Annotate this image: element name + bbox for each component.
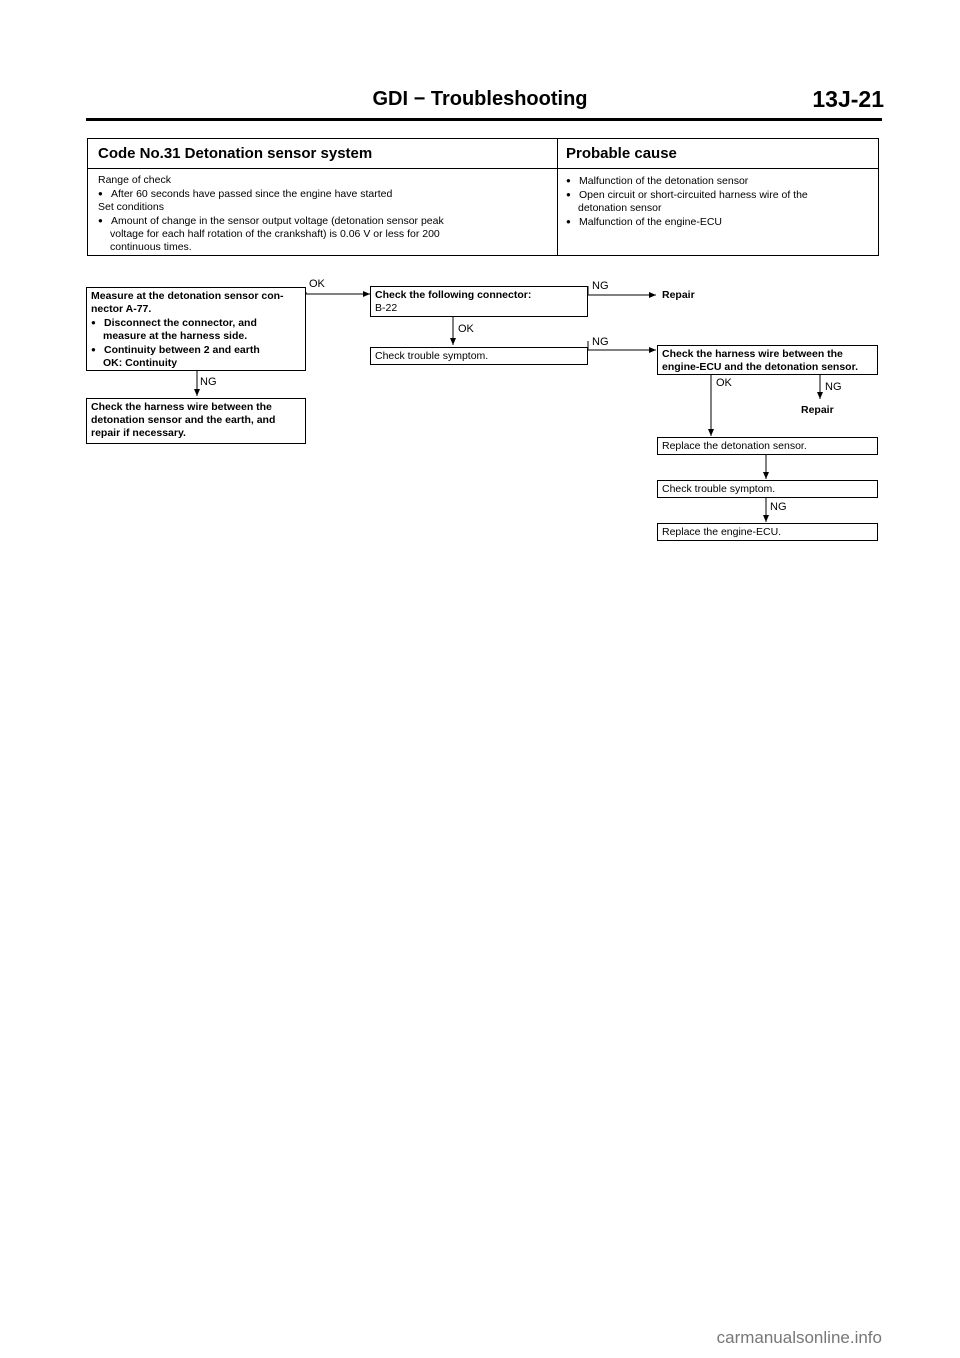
harness-earth-line: Check the harness wire between the <box>91 401 272 413</box>
connector-line: Check the following connector: <box>375 289 532 301</box>
check-line: continuous times. <box>110 241 192 253</box>
ok-condition-label: OK: <box>103 357 123 369</box>
arrow-measure-ok <box>306 292 370 294</box>
label-ng: NG <box>592 280 609 292</box>
label-ok: OK <box>716 377 732 389</box>
check-line: ● Amount of change in the sensor output voltage (detonation sensor peak <box>98 214 444 228</box>
connector-line: B-22 <box>375 302 398 314</box>
check-trouble-symptom-2-box <box>657 480 878 498</box>
table-heading-cause: Probable cause <box>566 145 677 162</box>
measure-line <box>91 357 301 370</box>
harness-ecu-line: Check the harness wire between the <box>662 348 843 360</box>
cause-line: ● Malfunction of the engine-ECU <box>566 215 808 229</box>
ok-condition-value: Continuity <box>125 357 178 369</box>
replace-sensor-box <box>657 437 878 455</box>
cause-line: ● Malfunction of the detonation sensor <box>566 174 808 188</box>
check-line: voltage for each half rotation of the crankshaft) is 0.06 V or less for 200 <box>110 228 440 240</box>
table-heading-code: Code No.31 Detonation sensor system <box>98 145 373 162</box>
cause-line: ● Open circuit or short-circuited harness wire of the <box>566 188 808 202</box>
measure-line: nector A-77. <box>91 303 152 315</box>
symptom-2-line: Check trouble symptom. <box>662 483 776 495</box>
cause-line: detonation sensor <box>578 202 662 214</box>
measure-line: measure at the harness side. <box>103 330 248 342</box>
repair-label: Repair <box>662 289 695 301</box>
measure-line: Measure at the detonation sensor con- <box>91 290 284 302</box>
check-harness-ecu-box <box>657 345 878 375</box>
replace-sensor-line: Replace the detonation sensor. <box>662 440 807 452</box>
page-title: GDI − Troubleshooting <box>372 88 588 110</box>
symptom-line: Check trouble symptom. <box>375 350 489 362</box>
check-line: Range of check <box>98 174 171 186</box>
check-line: Set conditions <box>98 201 164 213</box>
harness-ecu-line: engine-ECU and the detonation sensor. <box>662 361 859 373</box>
harness-earth-line: repair if necessary. <box>91 427 186 439</box>
watermark-text: carmanualsonline.info <box>716 1328 882 1347</box>
measure-step-box <box>86 287 306 371</box>
replace-ecu-box <box>657 523 878 541</box>
label-ng: NG <box>592 336 609 348</box>
check-harness-earth-box <box>86 398 306 444</box>
label-ng: NG <box>770 501 787 513</box>
check-connector-box <box>370 286 588 317</box>
measure-line: ● Continuity between 2 and earth <box>91 343 301 357</box>
repair-label: Repair <box>801 404 834 416</box>
label-ok: OK <box>309 278 325 290</box>
measure-line: ● Disconnect the connector, and <box>91 316 301 330</box>
replace-ecu-line: Replace the engine-ECU. <box>662 526 782 538</box>
check-trouble-symptom-box <box>370 347 588 365</box>
check-line: ● After 60 seconds have passed since the engine have started <box>98 187 444 201</box>
harness-earth-line: detonation sensor and the earth, and <box>91 414 276 426</box>
label-ng: NG <box>825 381 842 393</box>
page-number: 13J-21 <box>812 86 884 112</box>
label-ok: OK <box>458 323 474 335</box>
label-ng: NG <box>200 376 217 388</box>
